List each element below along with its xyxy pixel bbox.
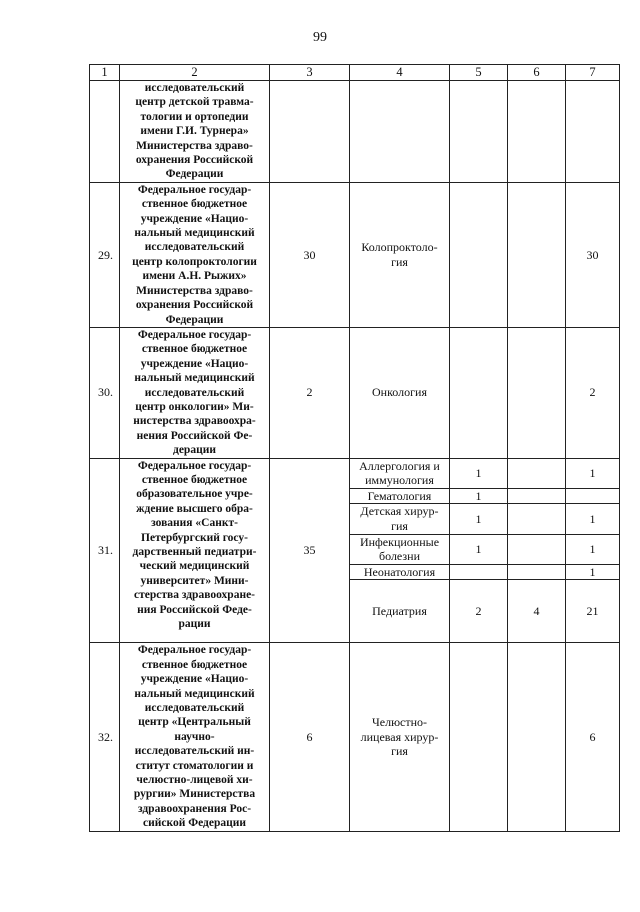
column-header-6: 6 — [508, 65, 566, 81]
column-header-2: 2 — [120, 65, 270, 81]
table-row-32 — [90, 643, 620, 831]
row-number: 31. — [90, 458, 120, 643]
profile-name: Неонатология — [350, 564, 450, 580]
col7-value: 1 — [566, 534, 620, 564]
col7-value: 21 — [566, 580, 620, 643]
profile-name: Аллергология и иммунология — [350, 458, 450, 488]
total-quota: 30 — [270, 182, 350, 327]
col5-value — [450, 182, 508, 327]
total-quota: 2 — [270, 327, 350, 458]
row-number: 29. — [90, 182, 120, 327]
col6-value — [508, 488, 566, 504]
col5-value — [450, 564, 508, 580]
organization-cell: исследовательский центр детской травма- тологии и ортопедии имени Г.И. Турнера» Министерства здраво- охранения Российской Федерации — [120, 81, 270, 183]
profile-name: Детская хирур- гия — [350, 504, 450, 534]
column-header-3: 3 — [270, 65, 350, 81]
col6-value — [508, 564, 566, 580]
col6-value: 4 — [508, 580, 566, 643]
row-number: 30. — [90, 327, 120, 458]
organization-cell: Федеральное государ- ственное бюджетное учреждение «Нацио- нальный медицинский исследовательский центр колопроктологии имени А.Н. Рыжих» Министерства здраво- охранения Российской Федерации — [120, 182, 270, 327]
organization-cell: Федеральное государ- ственное бюджетное образовательное учре- ждение высшего обра- зования «Санкт- Петербургский госу- дарственный педиатри- ческий медицинский университет» Мини- стерства здравоохране- ния Российской Феде- рации — [120, 458, 270, 643]
table-row-29 — [90, 182, 620, 327]
profile-name: Инфекционные болезни — [350, 534, 450, 564]
table-row-30 — [90, 327, 620, 458]
table-row-31 — [90, 458, 620, 488]
col7-value: 1 — [566, 504, 620, 534]
profile-name: Гематология — [350, 488, 450, 504]
column-header-5: 5 — [450, 65, 508, 81]
col5-value: 2 — [450, 580, 508, 643]
col5-value — [450, 643, 508, 831]
total-quota: 6 — [270, 643, 350, 831]
col6-value — [508, 327, 566, 458]
profile-name: Колопроктоло- гия — [350, 182, 450, 327]
col6-value — [508, 182, 566, 327]
col6-value — [508, 458, 566, 488]
page-number: 99 — [313, 30, 327, 45]
col5-value: 1 — [450, 458, 508, 488]
column-header-1: 1 — [90, 65, 120, 81]
col6-value — [508, 534, 566, 564]
row-number-cell — [90, 81, 120, 183]
total-quota: 35 — [270, 458, 350, 643]
quota-table — [89, 64, 620, 832]
profile-name: Челюстно- лицевая хирур- гия — [350, 643, 450, 831]
col7-value: 2 — [566, 327, 620, 458]
table-row-continuation — [90, 81, 620, 183]
col5-value — [450, 327, 508, 458]
col7-value: 30 — [566, 182, 620, 327]
col6-value — [508, 643, 566, 831]
organization-cell: Федеральное государ- ственное бюджетное учреждение «Нацио- нальный медицинский исследовательский центр онкологии» Ми- нистерства здравоохра- нения Российской Фе- дерации — [120, 327, 270, 458]
table-header-row — [90, 65, 620, 81]
profile-name: Онкология — [350, 327, 450, 458]
profile-name: Педиатрия — [350, 580, 450, 643]
col5-value: 1 — [450, 534, 508, 564]
organization-cell: Федеральное государ- ственное бюджетное учреждение «Нацио- нальный медицинский исследовательский центр «Центральный научно- исследовательский ин- ститут стоматологии и челюстно-лицевой хи- рургии» Министерства здравоохранения Рос- сийской Федерации — [120, 643, 270, 831]
col7-value: 1 — [566, 564, 620, 580]
column-header-4: 4 — [350, 65, 450, 81]
col5-value: 1 — [450, 504, 508, 534]
column-header-7: 7 — [566, 65, 620, 81]
col7-value — [566, 488, 620, 504]
col7-value: 6 — [566, 643, 620, 831]
row-number: 32. — [90, 643, 120, 831]
col5-value: 1 — [450, 488, 508, 504]
col6-value — [508, 504, 566, 534]
col7-value: 1 — [566, 458, 620, 488]
